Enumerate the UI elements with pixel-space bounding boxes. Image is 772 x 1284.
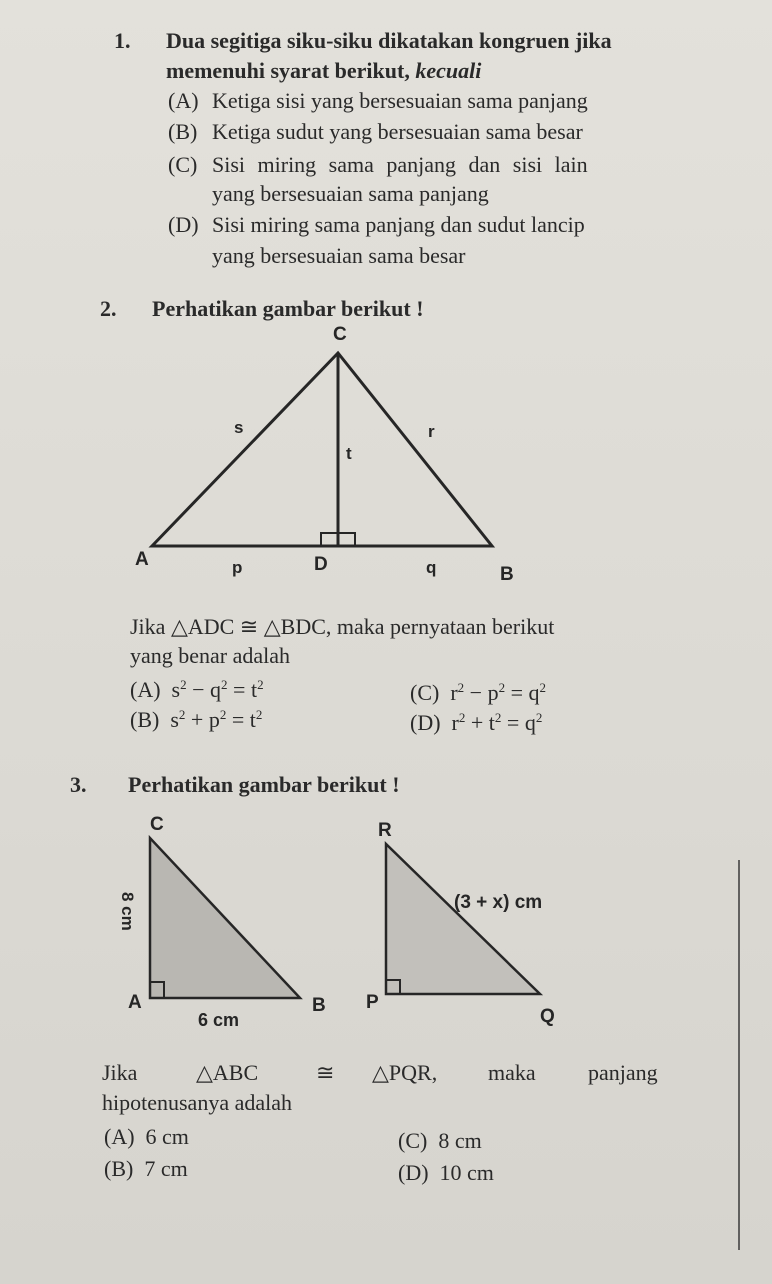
q1-stem-line1: Dua segitiga siku-siku dikatakan kongruen jika <box>166 28 612 53</box>
q2-option-b-letter: (B) <box>130 707 160 732</box>
q3-option-b-letter: (B) <box>104 1156 134 1181</box>
q3-option-c-text: 8 cm <box>438 1128 482 1153</box>
q3-option-d <box>398 1160 494 1186</box>
exp: 2 <box>180 677 187 692</box>
label-q: q <box>426 558 437 577</box>
label-s: s <box>234 418 244 437</box>
q3-number: 3. <box>70 772 87 797</box>
q1-stem-line2 <box>166 58 481 84</box>
exp: 2 <box>221 677 228 692</box>
q3-option-b <box>104 1156 188 1182</box>
q1-option-d-text: Sisi miring sama panjang dan sudut lancip <box>212 212 585 237</box>
q2-option-c-letter: (C) <box>410 680 440 705</box>
label-d: D <box>314 554 328 575</box>
label-b: B <box>500 564 514 585</box>
triangle-abc <box>150 838 300 998</box>
op: − <box>464 680 488 705</box>
term: p <box>487 680 499 705</box>
q1-option-d-text-cont: yang bersesuaian sama besar <box>212 243 466 268</box>
q3-stem: Perhatikan gambar berikut ! <box>128 772 400 797</box>
q1-option-a-text: Ketiga sisi yang bersesuaian sama panjang <box>212 88 588 113</box>
op: − <box>186 677 211 702</box>
term: q <box>528 680 540 705</box>
q2-option-d-letter: (D) <box>410 710 441 735</box>
side-ab-length: 6 cm <box>198 1010 240 1030</box>
op: = <box>501 710 525 735</box>
op: + <box>185 707 209 732</box>
q3-q-w2: △ABC <box>196 1060 259 1085</box>
q3-q-w4: △PQR, <box>372 1060 438 1085</box>
exp: 2 <box>457 680 465 695</box>
term: t <box>249 707 256 732</box>
q1-stem-emphasis: kecuali <box>415 58 482 83</box>
q3-option-b-text: 7 cm <box>144 1156 188 1181</box>
q3-option-c-letter: (C) <box>398 1128 428 1153</box>
q2-option-a-letter: (A) <box>130 677 161 702</box>
q3-q-w5: maka <box>488 1060 536 1085</box>
q1-stem-text: memenuhi syarat berikut, <box>166 58 410 83</box>
term: s <box>170 707 179 732</box>
q3-q-w6: panjang <box>588 1060 658 1085</box>
q1-option-c-text: Sisi miring sama panjang dan sisi lain <box>212 152 588 177</box>
term: r <box>451 710 459 735</box>
q1-option-c-letter: (C) <box>168 152 198 177</box>
label-q: Q <box>540 1006 555 1027</box>
q2-question-line1: Jika △ADC ≅ △BDC, maka pernyataan berikut <box>130 614 555 639</box>
q3-option-a-text: 6 cm <box>145 1124 189 1149</box>
q2-question-line2: yang benar adalah <box>130 643 291 668</box>
right-angle-marker-right <box>338 533 355 546</box>
term: s <box>171 677 181 702</box>
exp: 2 <box>498 680 506 695</box>
exp: 2 <box>255 707 263 722</box>
label-c: C <box>333 324 347 345</box>
label-t: t <box>346 444 352 463</box>
exp: 2 <box>178 707 186 722</box>
term: p <box>208 707 220 732</box>
term: t <box>488 710 495 735</box>
q2-option-b <box>130 707 262 733</box>
q2-triangle-figure <box>130 315 530 585</box>
label-p: p <box>232 558 243 577</box>
q2-stem: Perhatikan gambar berikut ! <box>152 296 424 321</box>
q1-option-b-text: Ketiga sudut yang bersesuaian sama besar <box>212 119 583 144</box>
exp: 2 <box>219 707 227 722</box>
side-rq-length: (3 + x) cm <box>454 892 543 913</box>
q3-option-a-letter: (A) <box>104 1124 135 1149</box>
page-edge-line <box>738 860 740 1250</box>
triangle-abc <box>152 353 492 546</box>
op: = <box>227 677 251 702</box>
q1-option-d-letter: (D) <box>168 212 199 237</box>
term: q <box>524 710 536 735</box>
right-angle-marker-left <box>321 533 338 546</box>
exp: 2 <box>535 710 543 725</box>
label-r: r <box>428 422 435 441</box>
term: q <box>210 677 222 702</box>
q1-option-c-text-cont: yang bersesuaian sama panjang <box>212 181 489 206</box>
exp: 2 <box>257 677 264 692</box>
q3-option-a <box>104 1124 189 1150</box>
term: r <box>450 680 458 705</box>
label-c: C <box>150 814 164 835</box>
q3-q-w3: ≅ <box>316 1060 335 1085</box>
op: = <box>505 680 529 705</box>
label-a: A <box>128 992 142 1013</box>
exp: 2 <box>458 710 466 725</box>
label-r: R <box>378 820 392 841</box>
q3-question-line2: hipotenusanya adalah <box>102 1090 292 1115</box>
q2-option-c <box>410 680 546 706</box>
q2-option-d <box>410 710 542 736</box>
q3-option-d-letter: (D) <box>398 1160 429 1185</box>
exp: 2 <box>494 710 502 725</box>
q3-triangle-pqr-figure <box>340 810 580 1035</box>
q2-option-a <box>130 677 264 703</box>
q1-option-a-letter: (A) <box>168 88 199 113</box>
q3-triangle-abc-figure <box>100 808 330 1038</box>
q1-option-b-letter: (B) <box>168 119 198 144</box>
label-b: B <box>312 995 326 1016</box>
term: t <box>250 677 258 702</box>
label-p: P <box>366 992 379 1013</box>
exp: 2 <box>539 680 546 695</box>
q3-option-c <box>398 1128 482 1154</box>
q2-number: 2. <box>100 296 117 321</box>
triangle-pqr <box>386 844 543 994</box>
side-ac-length: 8 cm <box>118 892 137 931</box>
q3-q-w1: Jika <box>102 1060 138 1085</box>
q3-option-d-text: 10 cm <box>439 1160 494 1185</box>
label-a: A <box>135 549 149 570</box>
q1-number: 1. <box>114 28 131 53</box>
op: = <box>226 707 250 732</box>
op: + <box>465 710 489 735</box>
